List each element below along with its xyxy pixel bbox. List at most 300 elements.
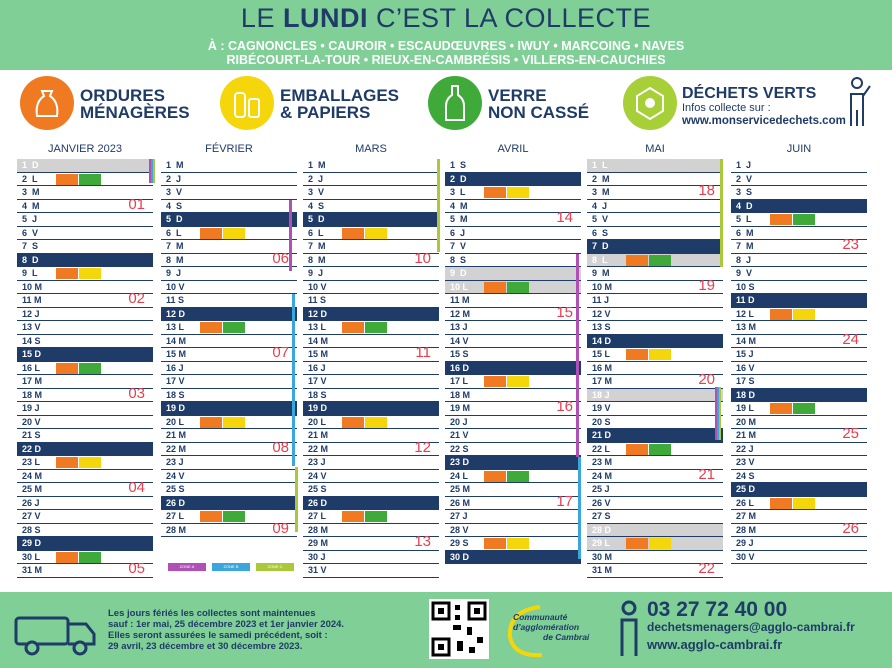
category-label <box>80 87 190 121</box>
week-number: 22 <box>698 560 715 577</box>
week-number: 20 <box>698 371 715 388</box>
day-label: 20 S <box>592 416 611 427</box>
day-row <box>161 294 297 308</box>
category-line1: DÉCHETS VERTS <box>682 85 817 102</box>
category-line2: Infos collecte sur : <box>682 102 771 114</box>
glass-collection-marker <box>793 403 815 414</box>
day-label: 9 V <box>736 268 753 278</box>
glass-collection-marker <box>223 322 245 333</box>
day-label: 17 V <box>166 376 185 386</box>
day-label: 10 M <box>22 281 43 292</box>
zone-bar <box>437 159 440 252</box>
day-label: 16 V <box>736 362 755 373</box>
phone-number[interactable]: 03 27 72 40 00 <box>647 598 788 621</box>
day-label: 22 S <box>450 443 469 454</box>
day-label: 12 L <box>736 308 755 319</box>
category-glass <box>428 76 603 130</box>
day-row <box>587 524 723 538</box>
week-number: 24 <box>842 330 859 348</box>
day-row <box>445 227 581 241</box>
day-row <box>731 294 867 308</box>
packaging-collection-marker <box>365 228 387 239</box>
agglo-line: d’agglomération <box>513 622 580 632</box>
day-row <box>445 429 581 443</box>
month-header: AVRIL <box>497 143 529 155</box>
day-label: 13 S <box>592 322 611 332</box>
day-label: 6 S <box>592 227 609 238</box>
week-number: 12 <box>414 438 431 456</box>
category-household-waste <box>20 76 200 130</box>
day-label: 29 M <box>308 538 329 548</box>
day-row <box>731 456 867 470</box>
day-row <box>731 236 867 254</box>
week-number: 08 <box>272 438 289 456</box>
day-label: 18 S <box>166 389 185 400</box>
day-label: 27 L <box>308 511 327 521</box>
day-row <box>731 348 867 362</box>
day-row <box>17 195 153 214</box>
day-label: 4 M <box>450 200 468 211</box>
day-label: 17 M <box>592 376 613 386</box>
day-row <box>303 483 439 497</box>
day-label: 11 M <box>450 295 470 305</box>
trash-bag-icon <box>20 76 74 130</box>
day-label: 3 L <box>450 187 466 197</box>
zone-b-swatch: ZONE B <box>212 563 250 571</box>
day-row <box>731 483 867 497</box>
note-line: 29 avril, 23 décembre et 30 décembre 2023. <box>108 641 303 652</box>
day-row <box>303 308 439 322</box>
day-label: 7 S <box>22 241 39 251</box>
day-label: 7 M <box>736 241 754 251</box>
info-website[interactable]: www.monservicedechets.com <box>682 115 846 127</box>
day-row <box>587 200 723 214</box>
day-row <box>587 443 723 457</box>
household-collection-marker <box>626 349 648 360</box>
day-row <box>445 303 581 322</box>
day-label: 3 V <box>166 187 183 197</box>
household-collection-marker <box>484 471 506 482</box>
household-collection-marker <box>200 322 222 333</box>
household-collection-marker <box>342 417 364 428</box>
day-row <box>303 159 439 173</box>
day-label: 24 V <box>166 470 185 481</box>
day-label: 5 V <box>592 214 609 224</box>
category-line1: VERRE <box>488 86 547 105</box>
day-row <box>731 213 867 227</box>
day-label: 27 S <box>592 511 611 521</box>
title-bold: LUNDI <box>282 3 368 33</box>
day-row <box>303 389 439 403</box>
day-row <box>17 254 153 268</box>
day-row <box>445 281 581 295</box>
day-row <box>303 564 439 578</box>
day-row <box>303 227 439 241</box>
packaging-collection-marker <box>507 376 529 387</box>
glass-bottle-icon <box>428 76 482 130</box>
day-label: 9 L <box>22 268 38 278</box>
household-collection-marker <box>626 444 648 455</box>
month-header: FÉVRIER <box>205 143 253 155</box>
day-label: 14 D <box>592 335 612 346</box>
day-label: 20 L <box>308 416 327 427</box>
day-row <box>303 200 439 214</box>
day-row <box>161 402 297 416</box>
title-post: C’EST LA COLLECTE <box>367 3 652 33</box>
day-row <box>303 173 439 187</box>
day-label: 25 J <box>592 484 610 494</box>
day-row <box>731 375 867 389</box>
day-row <box>17 159 153 173</box>
day-row <box>303 344 439 362</box>
day-row <box>445 254 581 268</box>
day-label: 20 M <box>736 416 757 427</box>
day-row <box>445 551 581 565</box>
day-label: 2 V <box>736 173 753 184</box>
day-label: 6 V <box>22 227 39 238</box>
day-label: 3 M <box>22 187 40 197</box>
glass-collection-marker <box>79 363 101 374</box>
day-row <box>17 510 153 524</box>
day-row <box>303 249 439 268</box>
household-collection-marker <box>484 376 506 387</box>
day-row <box>731 402 867 416</box>
week-number: 21 <box>698 465 715 483</box>
day-row <box>445 524 581 538</box>
day-row <box>17 335 153 349</box>
header-banner <box>0 0 892 70</box>
packaging-collection-marker <box>223 417 245 428</box>
packaging-collection-marker <box>793 309 815 320</box>
day-row <box>445 186 581 200</box>
day-label: 31 V <box>308 565 327 575</box>
day-row <box>17 362 153 376</box>
day-row <box>303 402 439 416</box>
category-line2: MÉNAGÈRES <box>80 103 190 122</box>
packaging-collection-marker <box>507 187 529 198</box>
day-label: 12 D <box>308 308 328 319</box>
day-row <box>731 186 867 200</box>
day-row <box>587 497 723 511</box>
day-row <box>587 429 723 443</box>
day-label: 24 V <box>308 470 327 481</box>
note-line: Elles seront assurées le samedi précédent, soit : <box>108 630 328 641</box>
day-row <box>731 497 867 511</box>
week-number: 01 <box>128 195 145 213</box>
day-label: 23 V <box>736 457 755 467</box>
day-row <box>445 375 581 389</box>
day-label: 19 M <box>450 403 471 413</box>
category-line2: & PAPIERS <box>280 103 371 122</box>
day-row <box>161 375 297 389</box>
week-number: 02 <box>128 290 145 307</box>
week-number: 04 <box>128 479 145 496</box>
day-label: 1 M <box>308 160 326 170</box>
week-number: 16 <box>556 398 573 415</box>
note-line: sauf : 1er mai, 25 décembre 2023 et 1er janvier 2024. <box>108 619 345 630</box>
day-label: 20 L <box>166 416 185 427</box>
day-row <box>17 560 153 578</box>
household-collection-marker <box>56 363 78 374</box>
day-row <box>731 519 867 538</box>
qr-code[interactable] <box>429 599 489 659</box>
household-collection-marker <box>56 174 78 185</box>
day-label: 14 M <box>166 335 187 346</box>
day-label: 21 D <box>592 430 612 440</box>
day-label: 3 M <box>592 187 610 197</box>
month-column <box>161 159 297 537</box>
month-column <box>303 159 439 578</box>
day-row <box>445 443 581 457</box>
day-label: 22 M <box>166 443 187 454</box>
day-row <box>303 294 439 308</box>
day-row <box>161 213 297 227</box>
day-row <box>161 281 297 295</box>
week-number: 09 <box>272 519 289 537</box>
agglo-line: de Cambrai <box>543 632 590 642</box>
day-row <box>161 456 297 470</box>
day-label: 23 J <box>166 457 184 467</box>
day-label: 21 V <box>450 430 469 440</box>
day-row <box>587 308 723 322</box>
week-number: 06 <box>272 249 289 267</box>
glass-collection-marker <box>223 511 245 522</box>
day-label: 25 S <box>166 484 185 494</box>
day-label: 28 D <box>592 524 612 535</box>
day-label: 14 S <box>22 335 41 346</box>
day-row <box>303 470 439 484</box>
day-row <box>161 344 297 362</box>
household-collection-marker <box>770 498 792 509</box>
day-label: 19 L <box>736 403 755 413</box>
day-row <box>17 321 153 335</box>
day-label: 1 D <box>22 160 39 170</box>
day-label: 5 J <box>22 214 38 224</box>
day-label: 15 D <box>22 349 42 359</box>
glass-collection-marker <box>365 322 387 333</box>
day-label: 15 M <box>308 349 329 359</box>
day-label: 29 J <box>736 538 754 548</box>
zone-bar <box>576 254 579 457</box>
week-number: 17 <box>556 492 573 510</box>
day-label: 27 L <box>166 511 185 521</box>
household-collection-marker <box>56 268 78 279</box>
day-label: 27 V <box>22 511 41 521</box>
garbage-truck-icon <box>14 606 100 663</box>
title-pre: LE <box>240 3 283 33</box>
day-row <box>161 200 297 214</box>
day-row <box>17 479 153 497</box>
glass-collection-marker <box>365 511 387 522</box>
day-label: 11 J <box>592 295 610 305</box>
glass-collection-marker <box>507 282 529 293</box>
day-label: 10 V <box>166 281 185 292</box>
packaging-collection-marker <box>223 228 245 239</box>
household-collection-marker <box>56 552 78 563</box>
week-number: 15 <box>556 303 573 321</box>
day-row <box>17 267 153 281</box>
day-label: 23 L <box>22 457 41 467</box>
zone-bar <box>289 200 292 271</box>
day-label: 17 L <box>450 376 469 386</box>
household-collection-marker <box>56 457 78 468</box>
day-row <box>445 362 581 376</box>
day-label: 8 S <box>450 254 467 265</box>
month-header: MAI <box>645 143 665 155</box>
zone-bar <box>719 387 721 440</box>
day-row <box>587 335 723 349</box>
day-label: 19 J <box>22 403 40 413</box>
day-row <box>587 294 723 308</box>
day-row <box>445 470 581 484</box>
day-label: 10 S <box>736 281 755 292</box>
day-row <box>161 173 297 187</box>
day-label: 9 J <box>166 268 182 278</box>
day-label: 10 M <box>592 281 613 292</box>
day-row <box>587 321 723 335</box>
day-row <box>17 308 153 322</box>
day-label: 10 V <box>308 281 327 292</box>
day-row <box>731 330 867 349</box>
day-row <box>587 560 723 578</box>
day-label: 20 V <box>22 416 41 427</box>
day-label: 19 V <box>592 403 611 413</box>
day-row <box>587 213 723 227</box>
day-label: 6 J <box>450 227 466 238</box>
day-label: 18 M <box>22 389 43 400</box>
day-label: 28 M <box>736 524 757 535</box>
category-line1: EMBALLAGES <box>280 86 399 105</box>
day-label: 10 L <box>450 281 469 292</box>
week-number: 05 <box>128 560 145 577</box>
zone-bar <box>292 294 295 466</box>
day-label: 18 J <box>592 389 610 400</box>
day-label: 27 J <box>450 511 468 521</box>
day-label: 1 M <box>166 160 184 170</box>
day-row <box>731 362 867 376</box>
day-row <box>445 209 581 227</box>
agglo-line: Communauté <box>513 612 568 622</box>
day-label: 12 J <box>22 308 40 319</box>
day-label: 8 M <box>166 254 184 265</box>
day-row <box>587 159 723 173</box>
day-label: 24 M <box>22 470 43 481</box>
day-row <box>161 519 297 538</box>
day-label: 5 D <box>166 214 183 224</box>
household-collection-marker <box>200 511 222 522</box>
recycle-leaf-icon <box>623 76 677 130</box>
day-label: 15 L <box>592 349 611 359</box>
day-row <box>731 308 867 322</box>
day-row <box>303 416 439 430</box>
day-row <box>587 537 723 551</box>
category-label <box>280 87 399 121</box>
day-label: 3 S <box>736 187 753 197</box>
month-header: MARS <box>355 143 387 155</box>
day-label: 15 J <box>736 349 754 359</box>
day-label: 25 M <box>450 484 471 494</box>
day-row <box>17 402 153 416</box>
packaging-collection-marker <box>507 538 529 549</box>
day-label: 27 M <box>736 511 757 521</box>
day-row <box>587 402 723 416</box>
day-row <box>445 537 581 551</box>
day-label: 2 J <box>166 173 182 184</box>
day-label: 9 J <box>308 268 324 278</box>
day-label: 23 M <box>592 457 613 467</box>
day-row <box>161 267 297 281</box>
email-link[interactable]: dechetsmenagers@agglo-cambrai.fr <box>647 620 855 634</box>
day-label: 14 V <box>450 335 469 346</box>
day-label: 12 D <box>166 308 186 319</box>
day-label: 25 M <box>22 484 43 494</box>
week-number: 23 <box>842 236 859 253</box>
zone-c-swatch: ZONE C <box>256 563 294 571</box>
day-label: 15 M <box>166 349 187 359</box>
day-label: 1 L <box>592 160 608 170</box>
day-label: 4 J <box>592 200 608 211</box>
household-collection-marker <box>342 228 364 239</box>
day-row <box>445 321 581 335</box>
day-row <box>17 348 153 362</box>
day-row <box>303 267 439 281</box>
month-header: JUIN <box>786 143 812 155</box>
day-label: 28 M <box>166 524 187 535</box>
day-row <box>17 416 153 430</box>
day-row <box>731 425 867 443</box>
day-row <box>161 362 297 376</box>
day-row <box>17 290 153 308</box>
day-row <box>731 551 867 565</box>
day-label: 2 L <box>22 173 38 184</box>
day-row <box>731 267 867 281</box>
holiday-note <box>108 608 344 652</box>
day-label: 13 J <box>450 322 468 332</box>
day-row <box>587 276 723 295</box>
day-label: 21 S <box>22 430 41 440</box>
day-row <box>445 456 581 470</box>
day-row <box>17 227 153 241</box>
week-number: 10 <box>414 249 431 267</box>
towns-line-1: À : CAGNONCLES • CAUROIR • ESCAUDŒUVRES • IWUY • MARCOING • NAVES <box>207 39 685 53</box>
day-label: 31 M <box>22 565 43 575</box>
day-label: 7 M <box>308 241 326 251</box>
day-label: 5 M <box>450 214 468 224</box>
day-label: 21 M <box>308 430 329 440</box>
day-label: 8 J <box>736 254 752 265</box>
day-label: 13 M <box>736 322 757 332</box>
day-label: 21 M <box>736 430 757 440</box>
website-link[interactable]: www.agglo-cambrai.fr <box>647 637 783 652</box>
day-label: 30 M <box>592 551 613 562</box>
glass-collection-marker <box>79 552 101 563</box>
household-collection-marker <box>342 322 364 333</box>
day-label: 2 J <box>308 173 324 184</box>
day-label: 25 S <box>308 484 327 494</box>
week-number: 26 <box>842 519 859 537</box>
day-label: 14 M <box>736 335 757 346</box>
month-column <box>445 159 581 564</box>
day-row <box>587 371 723 389</box>
day-row <box>587 227 723 241</box>
day-label: 3 V <box>308 187 325 197</box>
day-label: 7 D <box>592 241 609 251</box>
day-label: 30 L <box>22 551 41 562</box>
day-row <box>17 213 153 227</box>
person-phone-icon <box>614 600 644 665</box>
day-row <box>161 321 297 335</box>
day-label: 26 M <box>450 497 471 508</box>
